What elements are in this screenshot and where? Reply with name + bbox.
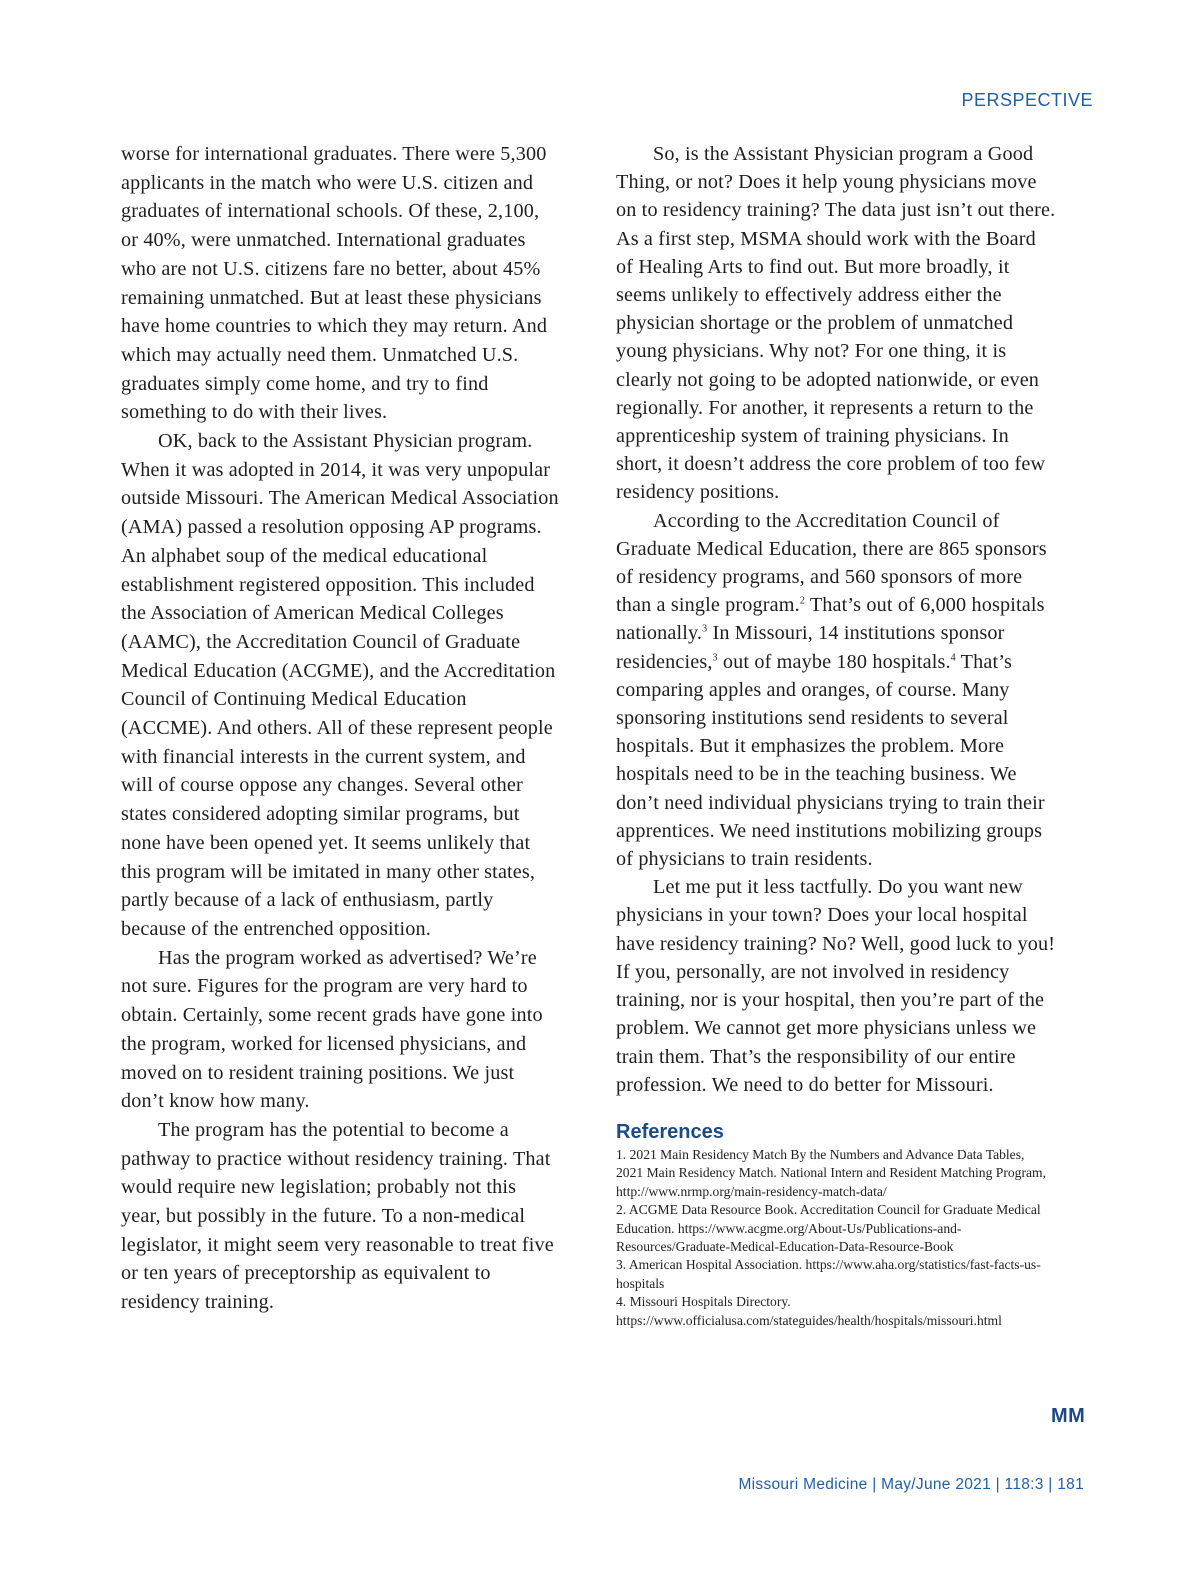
reference-item: 1. 2021 Main Residency Match By the Numbers and Advance Data Tables, 2021 Main Residency Match. National Intern and Resident Matching Program, http://www.nrmp.org/main-residency-match-data/ xyxy=(616,1146,1046,1199)
references-list xyxy=(616,1146,1052,1330)
citation-superscript: 3 xyxy=(712,651,718,663)
body-paragraph: So, is the Assistant Physician program a Good Thing, or not? Does it help young physicians move on to residency training? The data just isn’t out there. As a first step, MSMA should work with the Board of Healing Arts to find out. But more broadly, it seems unlikely to effectively address either the physician shortage or the problem of unmatched young physicians. Why not? For one thing, it is clearly not going to be adopted nationwide, or even regionally. For another, it represents a return to the apprenticeship system of training physicians. In short, it doesn’t address the core problem of too few residency positions. xyxy=(616,143,1056,504)
citation-superscript: 4 xyxy=(950,651,956,663)
left-column xyxy=(121,140,561,1317)
reference-item: 2. ACGME Data Resource Book. Accreditation Council for Graduate Medical Education. https://www.acgme.org/About-Us/Publications-and-Resources/Graduate-Medical-Education-Data-Resource-Book xyxy=(616,1202,1041,1254)
page-footer: Missouri Medicine | May/June 2021 | 118:3 | 181 xyxy=(738,1476,1084,1493)
right-column xyxy=(616,140,1058,1330)
body-paragraph: Has the program worked as advertised? We’re not sure. Figures for the program are very hard to obtain. Certainly, some recent grads have gone into the program, worked for licensed physicians, and moved on to resident training positions. We just don’t know how many. xyxy=(121,946,543,1113)
body-paragraph xyxy=(616,507,1058,874)
body-paragraph: OK, back to the Assistant Physician program. When it was adopted in 2014, it was very unpopular outside Missouri. The American Medical Association (AMA) passed a resolution opposing AP programs. An alphabet soup of the medical educational establishment registered opposition. This included the Association of American Medical Colleges (AAMC), the Accreditation Council of Graduate Medical Education (ACGME), and the Accreditation Council of Continuing Medical Education (ACCME). And others. All of these represent people with financial interests in the current system, and will of course oppose any changes. Several other states considered adopting similar programs, but none have been opened yet. It seems unlikely that this program will be imitated in many other states, partly because of a lack of enthusiasm, partly because of the entrenched opposition. xyxy=(121,430,559,940)
text-segment: According to the Accreditation Council of Graduate Medical Education, there are 865 sponsors of residency programs, and 560 sponsors of more than a single program. xyxy=(616,509,1047,617)
text-segment: In Missouri, 14 institutions sponsor residencies, xyxy=(616,622,1005,673)
text-segment: That’s comparing apples and oranges, of course. Many sponsoring institutions send residents to several hospitals. But it emphasizes the problem. More hospitals need to be in the teaching business. We don’t need individual physicians trying to train their apprentices. We need institutions mobilizing groups of physicians to train residents. xyxy=(616,650,1045,871)
references-heading: References xyxy=(616,1120,724,1143)
citation-superscript: 2 xyxy=(799,595,805,607)
text-segment: That’s out of 6,000 hospitals nationally. xyxy=(616,594,1045,645)
body-paragraph: worse for international graduates. There were 5,300 applicants in the match who were U.S. citizen and graduates of international schools. Of these, 2,100, or 40%, were unmatched. International graduates who are not U.S. citizens fare no better, about 45% remaining unmatched. But at least these physicians have home countries to which they may return. And which may actually need them. Unmatched U.S. graduates simply come home, and try to find something to do with their lives. xyxy=(121,143,548,424)
end-of-article-mark: MM xyxy=(1051,1405,1086,1427)
section-label: PERSPECTIVE xyxy=(961,90,1093,110)
reference-item: 3. American Hospital Association. https://www.aha.org/statistics/fast-facts-us-hospitals xyxy=(616,1257,1041,1291)
text-segment: out of maybe 180 hospitals. xyxy=(717,650,951,673)
reference-item: 4. Missouri Hospitals Directory. https://www.officialusa.com/stateguides/health/hospitals/missouri.html xyxy=(616,1294,1002,1328)
body-paragraph: Let me put it less tactfully. Do you want new physicians in your town? Does your local hospital have residency training? No? Well, good luck to you! If you, personally, are not involved in residency training, nor is your hospital, then you’re part of the problem. We cannot get more physicians unless we train them. That’s the responsibility of our entire profession. We need to do better for Missouri. xyxy=(616,876,1056,1096)
body-paragraph: The program has the potential to become a pathway to practice without residency training. That would require new legislation; probably not this year, but possibly in the future. To a non-medical legislator, it might seem very reasonable to treat five or ten years of preceptorship as equivalent to residency training. xyxy=(121,1118,554,1314)
citation-superscript: 3 xyxy=(702,623,708,635)
